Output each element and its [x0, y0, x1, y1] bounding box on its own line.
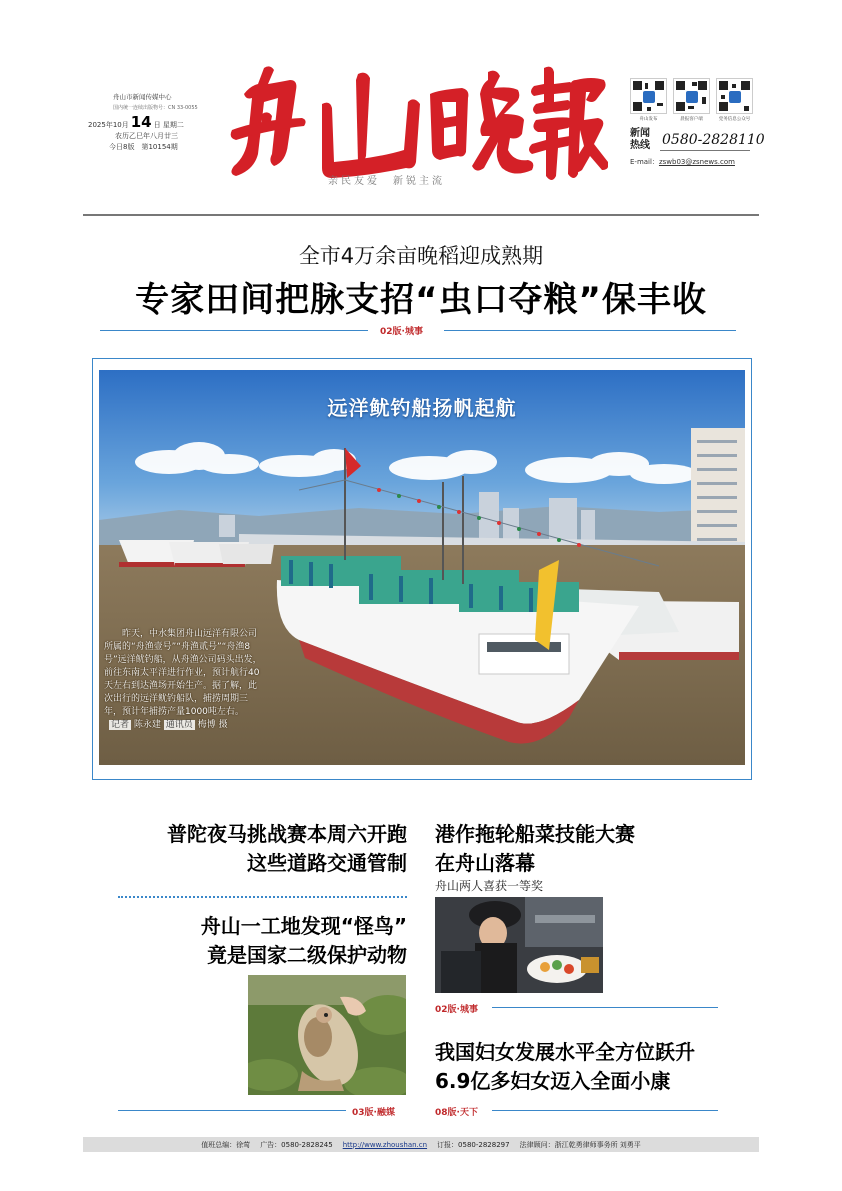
- story-putuo-line1: 普陀夜马挑战赛本周六开跑: [167, 822, 407, 846]
- story-tug-line2: 在舟山落幕: [435, 851, 535, 875]
- tug-section-tag[interactable]: 02版·城事: [435, 1005, 478, 1015]
- story-women-headline[interactable]: [435, 1038, 745, 1096]
- date-day: 14: [130, 113, 152, 131]
- slogan: 亲民友爱 新锐主流: [328, 176, 445, 187]
- story-tug-line1: 港作拖轮船菜技能大赛: [435, 822, 635, 846]
- story-bird-line2: 竟是国家二级保护动物: [207, 943, 407, 967]
- hotline-label: 新闻热线: [630, 128, 650, 151]
- chef-image: [435, 897, 603, 993]
- cn-number: 国内统一连续出版物号：CN 33-0055: [113, 105, 198, 111]
- footer-subscribe: 订报：0580-2828297: [437, 1140, 510, 1149]
- photo-caption: [104, 628, 262, 732]
- story-tug-subhead: 舟山两人喜获一等奖: [435, 879, 544, 893]
- email-address[interactable]: zswb03@zsnews.com: [658, 158, 735, 166]
- news-hotline: [630, 128, 765, 152]
- issue-number: 今日8版 第10154期: [109, 143, 178, 151]
- lead-headline[interactable]: 专家田间把脉支招“虫口夺粮”保丰收: [135, 280, 707, 320]
- story-bird-headline[interactable]: [100, 912, 407, 970]
- story-women-line2: 6.9亿多妇女迈入全面小康: [435, 1069, 671, 1093]
- email-line: [630, 157, 735, 167]
- qr-code[interactable]: [630, 78, 667, 122]
- photo-caption-text: 昨天，中水集团舟山远洋有限公司所属的“舟渔壹号”“舟渔贰号”“舟渔8号”远洋鱿钓船，从舟渔公司码头出发，前往东南太平洋进行作业，预计航行40天左右到达渔场开始生产。据了解，此次出行的远洋鱿钓船队，捕捞周期三年，预计年捕捞产量1000吨左右。: [104, 629, 262, 717]
- hotline-number: 0580-2828110: [662, 132, 765, 148]
- date-suffix: 日 星期二: [153, 121, 184, 129]
- bird-photo[interactable]: [248, 975, 406, 1095]
- footer-legal: 法律顾问：浙江乾勇律师事务所 刘勇平: [519, 1140, 641, 1149]
- byline-suffix: 摄: [218, 720, 228, 730]
- story-bird-line1: 舟山一工地发现“怪鸟”: [200, 914, 407, 938]
- photo-byline: [104, 719, 262, 732]
- qr-codes: [630, 78, 753, 122]
- women-section-rule: [492, 1110, 718, 1111]
- qr-code-icon: [673, 78, 710, 114]
- story-women-line1: 我国妇女发展水平全方位跃升: [435, 1040, 695, 1064]
- footer-url[interactable]: http://www.zhoushan.cn: [342, 1140, 428, 1149]
- qr-caption: 晨报客户端: [680, 117, 703, 122]
- footer-ad: 广告：0580-2828245: [260, 1140, 333, 1149]
- issue-date: [88, 113, 206, 131]
- lead-kicker: 全市4万余亩晚稻迎成熟期: [298, 244, 544, 268]
- story-divider: [118, 896, 407, 898]
- masthead-info: [88, 92, 206, 153]
- story-tug-headline[interactable]: [435, 820, 735, 878]
- qr-code-icon: [716, 78, 753, 114]
- tug-section-rule: [492, 1007, 718, 1008]
- org-name: 舟山市新闻传媒中心: [113, 93, 172, 101]
- byline-corr-label: 通讯员: [165, 720, 193, 730]
- byline-reporter-label: 记者: [111, 720, 130, 730]
- lead-section-tag[interactable]: 02版·城事: [380, 327, 423, 337]
- email-label: E-mail：: [630, 158, 659, 166]
- photo-feature[interactable]: [99, 370, 745, 765]
- qr-code[interactable]: [716, 78, 753, 122]
- qr-caption: 党务信息公众号: [718, 117, 751, 122]
- hotline-divider: [660, 150, 750, 151]
- footer-editor: 值班总编：徐莺: [201, 1140, 251, 1149]
- qr-code-icon: [630, 78, 667, 114]
- qr-caption: 舟山发布: [639, 117, 658, 122]
- story-putuo-headline[interactable]: [100, 820, 407, 878]
- bird-section-rule: [118, 1110, 346, 1111]
- footer-bar: [83, 1137, 759, 1152]
- lunar-date: 农历乙巳年八月廿三: [115, 132, 178, 140]
- photo-title: 远洋鱿钓船扬帆起航: [327, 396, 517, 420]
- women-section-tag[interactable]: 08版·天下: [435, 1108, 478, 1118]
- story-putuo-line2: 这些道路交通管制: [247, 851, 407, 875]
- date-prefix: 2025年10月: [88, 121, 129, 129]
- section-rule-left: [100, 330, 368, 331]
- bird-image: [248, 975, 406, 1095]
- masthead-divider: [83, 214, 759, 216]
- byline-reporter-name: 陈永建: [133, 720, 161, 730]
- bird-section-tag[interactable]: 03版·融媒: [352, 1108, 395, 1118]
- byline-corr-name: 梅博: [197, 720, 216, 730]
- section-rule-right: [444, 330, 736, 331]
- qr-code[interactable]: [673, 78, 710, 122]
- newspaper-logo: [218, 58, 608, 188]
- chef-photo[interactable]: [435, 897, 603, 993]
